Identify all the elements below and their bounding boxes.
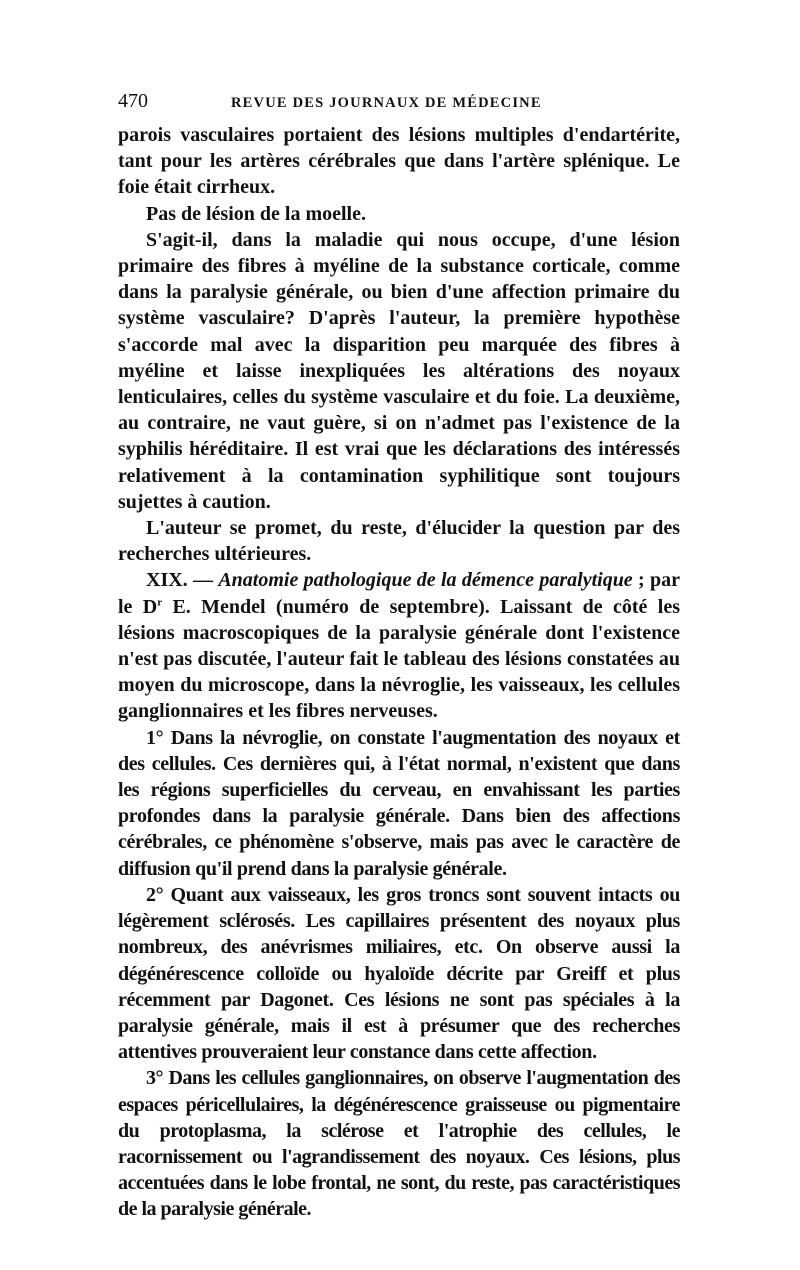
paragraph-5: [118, 567, 680, 724]
body-text: [118, 122, 680, 1223]
book-page: [118, 90, 680, 1223]
doctor-superscript: r: [157, 596, 163, 608]
article-summary: E. Mendel (numéro de septembre). Laissant de côté les lésions macroscopiques de la paralysie générale dont l'existence n'est pas discutée, l'auteur fait le tableau des lésions constatées au moyen du microscope, dans la névroglie, les vaisseaux, les cellules ganglionnaires et les fibres nerveuses.: [118, 595, 680, 723]
paragraph-2: Pas de lésion de la moelle.: [146, 202, 366, 225]
paragraph-7: 2° Quant aux vaisseaux, les gros troncs sont souvent intacts ou légèrement sclérosés. Les capillaires présentent des noyaux plus nombreux, des anévrismes miliaires, etc. On observe aussi la dégénérescence colloïde ou hyaloïde décrite par Greiff et plus récemment par Dagonet. Ces lésions ne sont pas spéciales à la paralysie générale, mais il est à présumer que des recherches attentives prouveraient leur constance dans cette affection.: [118, 883, 680, 1064]
page-number: 470: [118, 90, 148, 112]
article-title: Anatomie pathologique de la démence paralytique: [218, 569, 633, 592]
paragraph-1: parois vasculaires portaient des lésions multiples d'endartérite, tant pour les artères cérébrales que dans l'artère splénique. Le foie était cirrheux.: [118, 124, 680, 199]
running-title: REVUE DES JOURNAUX DE MÉDECINE: [231, 95, 542, 111]
author-prefix: ; par le D: [118, 569, 681, 618]
section-number: XIX. —: [146, 569, 213, 592]
paragraph-4: L'auteur se promet, du reste, d'élucider la question par des recherches ultérieures.: [118, 517, 680, 566]
paragraph-8: 3° Dans les cellules ganglionnaires, on observe l'augmentation des espaces péricellulaires, la dégénérescence graisseuse ou pigmentaire du protoplasma, la sclérose et l'atrophie des cellules, le racornissement ou l'agrandissement des noyaux. Ces lésions, plus accentuées dans le lobe frontal, ne sont, du reste, pas caractéristiques de la paralysie générale.: [118, 1067, 680, 1221]
paragraph-3: S'agit-il, dans la maladie qui nous occupe, d'une lésion primaire des fibres à myéline de la substance corticale, comme dans la paralysie générale, ou bien d'une affection primaire du système vasculaire? D'après l'auteur, la première hypothèse s'accorde mal avec la disparition peu marquée des fibres à myéline et laisse inexpliquées les altérations des noyaux lenticulaires, celles du système vasculaire et du foie. La deuxième, au contraire, ne vaut guère, si on n'admet pas l'existence de la syphilis héréditaire. Il est vrai que les déclarations des intéressés relativement à la contamination syphilitique sont toujours sujettes à caution.: [118, 228, 680, 513]
running-head: [118, 90, 680, 118]
paragraph-6: 1° Dans la névroglie, on constate l'augmentation des noyaux et des cellules. Ces dernières qui, à l'état normal, n'existent que dans les régions superficielles du cerveau, en envahissant les parties profondes dans la paralysie générale. Dans bien des affections cérébrales, ce phénomène s'observe, mais pas avec le caractère de diffusion qu'il prend dans la paralysie générale.: [118, 726, 680, 880]
